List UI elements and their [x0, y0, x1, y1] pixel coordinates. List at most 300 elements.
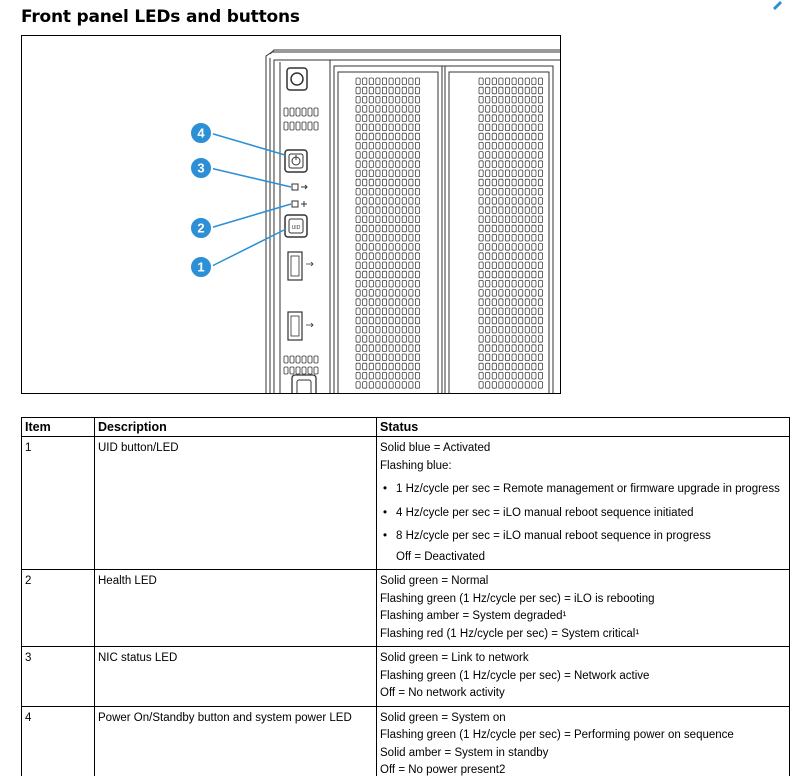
- vent-slot: [525, 244, 529, 251]
- vent-slot: [499, 216, 503, 223]
- row-item: 4: [22, 706, 95, 776]
- vent-slot: [525, 179, 529, 186]
- vent-slot: [538, 372, 542, 379]
- row-description: Power On/Standby button and system power LED: [95, 706, 377, 776]
- vent-slot: [505, 354, 509, 361]
- vent-slot: [389, 363, 393, 370]
- vent-slot: [389, 354, 393, 361]
- vent-slot: [525, 290, 529, 297]
- vent-slot: [389, 290, 393, 297]
- vent-slot: [532, 179, 536, 186]
- vent-slot: [409, 198, 413, 205]
- vent-slot: [505, 244, 509, 251]
- status-line: Solid green = System on: [380, 711, 506, 724]
- vent-slot: [499, 188, 503, 195]
- vent-slot: [486, 96, 490, 103]
- vent-slot: [356, 345, 360, 352]
- vent-slot: [415, 152, 419, 159]
- corner-accent-mark: [772, 0, 792, 10]
- vent-slot: [409, 124, 413, 131]
- vent-slot: [396, 96, 400, 103]
- vent-slot: [486, 271, 490, 278]
- vent-slot: [519, 290, 523, 297]
- vent-slot: [415, 336, 419, 343]
- vent-slot: [525, 234, 529, 241]
- vent-slot: [369, 78, 373, 85]
- vent-slot: [492, 345, 496, 352]
- vent-slot: [525, 225, 529, 232]
- vent-slot: [512, 345, 516, 352]
- vent-slot: [486, 78, 490, 85]
- vent-slot: [369, 363, 373, 370]
- vent-slot: [505, 198, 509, 205]
- vent-slot: [396, 207, 400, 214]
- vent-slot: [415, 142, 419, 149]
- vent-slot: [409, 142, 413, 149]
- vent-slot: [389, 152, 393, 159]
- vent-slot: [376, 161, 380, 168]
- vent-slot: [479, 179, 483, 186]
- vent-slot: [479, 142, 483, 149]
- vent-slot: [415, 290, 419, 297]
- vent-slot: [409, 336, 413, 343]
- vent-slot: [499, 234, 503, 241]
- vent-slot: [396, 234, 400, 241]
- vent-slot: [519, 299, 523, 306]
- vent-slot: [396, 290, 400, 297]
- vent-slot: [415, 234, 419, 241]
- vent-slot: [505, 290, 509, 297]
- vent-slot: [499, 198, 503, 205]
- vent-slot: [369, 106, 373, 113]
- vent-slot: [382, 271, 386, 278]
- vent-slot: [479, 326, 483, 333]
- bullet-icon: •: [383, 530, 388, 542]
- vent-slot: [492, 372, 496, 379]
- status-bullet: • 4 Hz/cycle per sec = iLO manual reboot sequence initiated: [380, 505, 785, 523]
- vent-slot: [389, 198, 393, 205]
- vent-slot: [505, 96, 509, 103]
- vent-slot: [409, 234, 413, 241]
- vent-slot: [409, 363, 413, 370]
- vent-slot: [538, 87, 542, 94]
- vent-slot: [519, 207, 523, 214]
- vent-slot: [505, 170, 509, 177]
- vent-slot: [479, 372, 483, 379]
- vent-slot: [499, 244, 503, 251]
- vent-slot: [356, 152, 360, 159]
- vent-slot: [356, 262, 360, 269]
- vent-slot: [512, 308, 516, 315]
- vent-slot: [505, 115, 509, 122]
- vent-slot: [369, 382, 373, 389]
- vent-slot: [525, 354, 529, 361]
- row-description: UID button/LED: [95, 437, 377, 570]
- vent-slot: [389, 382, 393, 389]
- vent-slot: [363, 345, 367, 352]
- vent-slot: [505, 225, 509, 232]
- vent-slot: [356, 317, 360, 324]
- vent-slot: [492, 133, 496, 140]
- vent-slot: [314, 367, 318, 374]
- vent-slot: [505, 280, 509, 287]
- upper-vent: [284, 108, 318, 130]
- vent-slot: [308, 108, 312, 116]
- vent-slot: [532, 299, 536, 306]
- vent-slot: [479, 345, 483, 352]
- vent-slot: [525, 372, 529, 379]
- vent-slot: [525, 326, 529, 333]
- vent-slot: [525, 271, 529, 278]
- vent-slot: [389, 299, 393, 306]
- vent-slot: [486, 326, 490, 333]
- vent-slot: [505, 216, 509, 223]
- vent-slot: [402, 253, 406, 260]
- vent-slot: [396, 253, 400, 260]
- vent-slot: [402, 188, 406, 195]
- vent-slot: [479, 363, 483, 370]
- vent-slot: [363, 188, 367, 195]
- vent-slot: [512, 253, 516, 260]
- vent-slot: [479, 280, 483, 287]
- vent-slot: [382, 106, 386, 113]
- vent-slot: [512, 96, 516, 103]
- vent-slot: [479, 152, 483, 159]
- vent-slot: [363, 124, 367, 131]
- vent-slot: [296, 122, 300, 130]
- vent-slot: [376, 179, 380, 186]
- vent-slot: [396, 152, 400, 159]
- vent-slot: [376, 142, 380, 149]
- vent-slot: [499, 225, 503, 232]
- vent-slot: [486, 345, 490, 352]
- vent-slot: [525, 317, 529, 324]
- vent-slot: [409, 96, 413, 103]
- vent-slot: [525, 161, 529, 168]
- vent-slot: [479, 115, 483, 122]
- vent-slot: [369, 253, 373, 260]
- vent-slot: [284, 367, 288, 374]
- vent-slot: [499, 262, 503, 269]
- vent-slot: [492, 198, 496, 205]
- vent-slot: [479, 336, 483, 343]
- vent-slot: [389, 244, 393, 251]
- vent-slot: [492, 363, 496, 370]
- vent-slot: [479, 253, 483, 260]
- vent-slot: [479, 106, 483, 113]
- vent-slot: [402, 290, 406, 297]
- vent-slot: [382, 354, 386, 361]
- status-line: Solid green = Normal: [380, 575, 489, 587]
- vent-slot: [389, 179, 393, 186]
- vent-slot: [415, 326, 419, 333]
- vent-slot: [512, 280, 516, 287]
- vent-slot: [512, 363, 516, 370]
- vent-slot: [499, 372, 503, 379]
- vent-slot: [389, 124, 393, 131]
- vent-slot: [538, 234, 542, 241]
- vent-slot: [382, 345, 386, 352]
- vent-slot: [499, 326, 503, 333]
- vent-slot: [356, 363, 360, 370]
- vent-slot: [532, 326, 536, 333]
- vent-slot: [382, 382, 386, 389]
- vent-slot: [525, 198, 529, 205]
- vent-slot: [389, 78, 393, 85]
- vent-slot: [382, 262, 386, 269]
- vent-slot: [382, 216, 386, 223]
- vent-slot: [356, 336, 360, 343]
- vent-slot: [382, 115, 386, 122]
- server-chassis: [266, 50, 561, 394]
- vent-slot: [479, 96, 483, 103]
- vent-slot: [415, 161, 419, 168]
- vent-slot: [376, 244, 380, 251]
- vent-slot: [402, 152, 406, 159]
- vent-slot: [532, 336, 536, 343]
- vent-slot: [369, 280, 373, 287]
- vent-slot: [512, 115, 516, 122]
- vent-slot: [479, 207, 483, 214]
- vent-slot: [519, 253, 523, 260]
- vent-slot: [492, 336, 496, 343]
- table-row: [22, 570, 790, 647]
- vent-slot: [402, 372, 406, 379]
- vent-slot: [363, 225, 367, 232]
- vent-slot: [492, 234, 496, 241]
- vent-slot: [396, 87, 400, 94]
- vent-slot: [538, 308, 542, 315]
- vent-slot: [499, 336, 503, 343]
- vent-slot: [512, 87, 516, 94]
- vent-slot: [356, 96, 360, 103]
- vent-slot: [376, 234, 380, 241]
- vent-slot: [369, 262, 373, 269]
- vent-slot: [519, 152, 523, 159]
- vent-slot: [389, 188, 393, 195]
- vent-slot: [492, 96, 496, 103]
- vent-slot: [519, 345, 523, 352]
- vent-slot: [486, 253, 490, 260]
- vent-slot: [519, 354, 523, 361]
- vent-slot: [396, 188, 400, 195]
- vent-slot: [302, 367, 306, 374]
- status-line: Flashing green (1 Hz/cycle per sec) = iLO is rebooting: [380, 592, 655, 605]
- vent-slot: [492, 244, 496, 251]
- row-status: [377, 706, 790, 776]
- vent-slot: [356, 280, 360, 287]
- vent-slot: [479, 133, 483, 140]
- vent-slot: [314, 122, 318, 130]
- vent-slot: [356, 179, 360, 186]
- vent-slot: [382, 290, 386, 297]
- vent-slot: [402, 170, 406, 177]
- vent-slot: [402, 87, 406, 94]
- vent-slot: [492, 262, 496, 269]
- vent-slot: [512, 317, 516, 324]
- vent-slot: [376, 216, 380, 223]
- vent-slot: [525, 308, 529, 315]
- status-line: Flashing green (1 Hz/cycle per sec) = Performing power on sequence: [380, 729, 734, 741]
- vent-slot: [356, 124, 360, 131]
- vent-slot: [532, 234, 536, 241]
- vent-slot: [538, 170, 542, 177]
- vent-slot: [505, 345, 509, 352]
- vent-slot: [302, 108, 306, 116]
- vent-slot: [356, 78, 360, 85]
- vent-slot: [499, 87, 503, 94]
- vent-slot: [356, 133, 360, 140]
- row-description: NIC status LED: [95, 647, 377, 707]
- vent-slot: [308, 122, 312, 130]
- vent-slot: [409, 179, 413, 186]
- vent-slot: [363, 161, 367, 168]
- bullet-icon: •: [383, 506, 388, 519]
- vent-slot: [532, 152, 536, 159]
- vent-slot: [519, 179, 523, 186]
- table-row: [22, 647, 790, 707]
- vent-slot: [396, 271, 400, 278]
- vent-slot: [538, 96, 542, 103]
- vent-slot: [479, 225, 483, 232]
- vent-slot: [492, 253, 496, 260]
- vent-slot: [409, 133, 413, 140]
- vent-slot: [382, 179, 386, 186]
- vent-slot: [382, 234, 386, 241]
- vent-slot: [382, 308, 386, 315]
- vent-slot: [538, 188, 542, 195]
- vent-slot: [525, 96, 529, 103]
- vent-slot: [479, 87, 483, 94]
- vent-slot: [505, 133, 509, 140]
- vent-slot: [382, 317, 386, 324]
- vent-slot: [396, 354, 400, 361]
- vent-slot: [486, 290, 490, 297]
- vent-slot: [396, 262, 400, 269]
- status-bullet: • 1 Hz/cycle per sec = Remote management or firmware upgrade in progress: [380, 481, 785, 499]
- vent-slot: [415, 124, 419, 131]
- vent-slot: [499, 317, 503, 324]
- vent-slot: [538, 317, 542, 324]
- vent-slot: [363, 372, 367, 379]
- vent-slot: [415, 216, 419, 223]
- vent-slot: [363, 207, 367, 214]
- vent-slot: [396, 78, 400, 85]
- status-bullet: • 8 Hz/cycle per sec = iLO manual reboot sequence in progress: [380, 528, 785, 546]
- vent-slot: [356, 142, 360, 149]
- vent-slot: [525, 382, 529, 389]
- vent-slot: [369, 216, 373, 223]
- vent-slot: [356, 354, 360, 361]
- vent-slot: [479, 290, 483, 297]
- usb-port-1: [288, 252, 313, 280]
- vent-slot: [492, 87, 496, 94]
- vent-slot: [402, 124, 406, 131]
- vent-slot: [486, 161, 490, 168]
- vent-slot: [532, 198, 536, 205]
- vent-slot: [492, 142, 496, 149]
- vent-slot: [492, 326, 496, 333]
- header-status: Status: [377, 418, 790, 437]
- vent-slot: [512, 299, 516, 306]
- vent-slot: [525, 133, 529, 140]
- vent-slot: [499, 382, 503, 389]
- vent-slot: [486, 280, 490, 287]
- row-item: 1: [22, 437, 95, 570]
- vent-slot: [499, 161, 503, 168]
- vent-slot: [538, 78, 542, 85]
- row-item: 3: [22, 647, 95, 707]
- vent-slot: [396, 115, 400, 122]
- vent-slot: [499, 271, 503, 278]
- vent-slot: [363, 106, 367, 113]
- vent-slot: [492, 115, 496, 122]
- vent-slot: [356, 244, 360, 251]
- vent-slot: [296, 356, 300, 363]
- vent-slot: [363, 326, 367, 333]
- vent-slot: [532, 363, 536, 370]
- vent-slot: [376, 299, 380, 306]
- vent-slot: [486, 317, 490, 324]
- vent-slot: [382, 142, 386, 149]
- vent-slot: [382, 161, 386, 168]
- callout-number: 4: [197, 125, 205, 141]
- status-line: Solid green = Link to network: [380, 652, 529, 664]
- vent-slot: [512, 124, 516, 131]
- vent-slot: [519, 124, 523, 131]
- vent-slot: [389, 87, 393, 94]
- vent-slot: [486, 244, 490, 251]
- vent-slot: [296, 367, 300, 374]
- vent-slot: [499, 152, 503, 159]
- vent-slot: [538, 363, 542, 370]
- vent-slot: [519, 198, 523, 205]
- vent-slot: [376, 115, 380, 122]
- vent-slot: [492, 317, 496, 324]
- vent-slot: [363, 363, 367, 370]
- vent-slot: [538, 115, 542, 122]
- vent-slot: [396, 216, 400, 223]
- vent-slot: [382, 244, 386, 251]
- vent-slot: [396, 317, 400, 324]
- vent-slot: [382, 170, 386, 177]
- vent-slot: [290, 356, 294, 363]
- power-button: [285, 150, 307, 172]
- vent-slot: [396, 372, 400, 379]
- vent-slot: [505, 87, 509, 94]
- vent-slot: [532, 87, 536, 94]
- vent-slot: [486, 124, 490, 131]
- vent-slot: [356, 216, 360, 223]
- vent-slot: [538, 179, 542, 186]
- vent-slot: [499, 179, 503, 186]
- vent-slot: [363, 234, 367, 241]
- vent-slot: [538, 161, 542, 168]
- vent-slot: [356, 198, 360, 205]
- vent-slot: [356, 207, 360, 214]
- vent-slot: [538, 271, 542, 278]
- row-description: Health LED: [95, 570, 377, 647]
- table-header-row: [22, 418, 790, 437]
- vent-slot: [505, 382, 509, 389]
- vent-slot: [409, 115, 413, 122]
- vent-slot: [532, 96, 536, 103]
- vent-slot: [409, 106, 413, 113]
- vent-slot: [505, 308, 509, 315]
- bottom-latch: [292, 375, 316, 394]
- uid-button-label: UID: [291, 225, 301, 231]
- vent-slot: [486, 225, 490, 232]
